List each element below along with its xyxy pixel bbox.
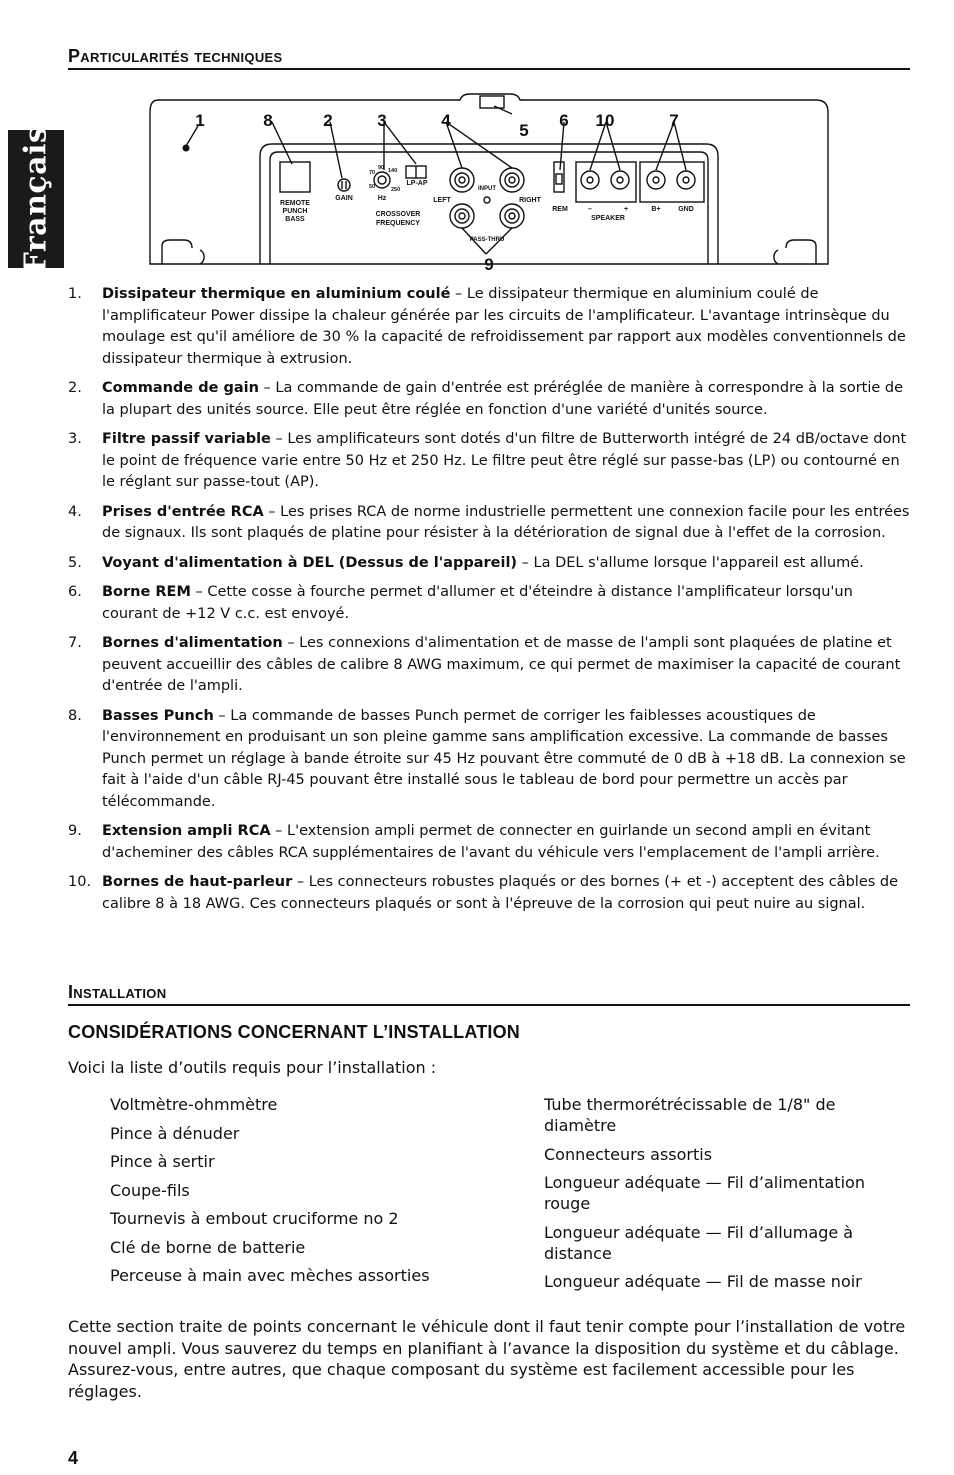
feature-term: Prises d'entrée RCA [102, 503, 264, 520]
label-gain: GAIN [335, 195, 353, 202]
label-freq-250: 250 [391, 187, 401, 193]
tool-item: Longueur adéquate — Fil de masse noir [544, 1272, 862, 1291]
callout-6: 6 [559, 111, 569, 130]
label-freq-70: 70 [369, 170, 376, 176]
feature-item [68, 821, 910, 864]
callout-4: 4 [441, 111, 451, 130]
feature-item [68, 706, 910, 814]
callout-5: 5 [519, 121, 529, 140]
language-tab-label: Français [18, 125, 54, 273]
callout-8: 8 [263, 111, 273, 130]
feature-text: – Le dissipateur thermique en aluminium coulé de l'amplificateur Power dissipe la chaleur générée par les circuits de l'amplificateur. L'avantage intrinsèque du moulage est qu'il améliore de 30 % la capacité de refroidissement par rapport aux modèles conventionnels de dissipateur thermique à extrusion. [102, 286, 906, 367]
label-right: RIGHT [519, 197, 541, 204]
page-number: 4 [68, 1448, 79, 1468]
feature-number: 8. [68, 707, 82, 724]
label-punch: PUNCH [282, 208, 308, 215]
tool-item: Perceuse à main avec mèches assorties [110, 1266, 430, 1285]
feature-item [68, 553, 910, 575]
label-gnd: GND [678, 206, 694, 213]
feature-item [68, 429, 910, 494]
tool-item: Longueur adéquate — Fil d’allumage à distance [544, 1222, 854, 1263]
language-tab [8, 125, 64, 273]
installation-subheading: CONSIDÉRATIONS CONCERNANT L’INSTALLATION [68, 1022, 520, 1042]
section-title-features: Particularités techniques [68, 46, 910, 70]
label-rem: REM [552, 206, 568, 213]
feature-term: Bornes de haut-parleur [102, 874, 293, 890]
feature-text: – Les connecteurs robustes plaqués or des bornes (+ et -) acceptent des câbles de calibre 8 à 18 AWG. Ces connecteurs plaqués or sont à l'épreuve de la corrosion qui peut nuire au signal. [102, 874, 899, 912]
feature-text: – La DEL s'allume lorsque l'appareil est allumé. [517, 554, 864, 571]
feature-number: 4. [68, 503, 82, 520]
feature-item [68, 284, 910, 370]
feature-number: 3. [68, 431, 82, 447]
feature-item [68, 378, 910, 421]
tool-item: Pince à sertir [110, 1152, 215, 1171]
label-freq-140: 140 [388, 168, 398, 174]
feature-text: – Les prises RCA de norme industrielle permettent une connexion facile pour les entrées de signaux. Ils sont plaqués de platine pour résister à la détérioration de signal due à l'effet de la corrosion. [102, 503, 910, 541]
feature-term: Filtre passif variable [102, 431, 271, 447]
feature-number: 1. [68, 286, 82, 302]
closing-paragraph: Cette section traite de points concernant le véhicule dont il faut tenir compte pour l’installation de votre nouvel ampli. Vous sauverez du temps en planifiant à l’avance la disposition du système et du câblage. Assurez-vous, entre autres, que chaque composant du système est facilement accessible pour les réglages. [68, 1317, 906, 1401]
label-crossover: CROSSOVER [375, 211, 421, 218]
label-freq-90: 90 [378, 165, 385, 171]
feature-term: Extension ampli RCA [102, 823, 271, 839]
feature-text: – La commande de gain d'entrée est préréglée de manière à correspondre à la sortie de la plupart des unités source. Elle peut être réglée en fonction d'une variété d'unités source. [102, 380, 904, 418]
feature-number: 6. [68, 584, 82, 600]
feature-number: 9. [68, 823, 82, 839]
feature-number: 10. [68, 874, 92, 890]
tool-item: Clé de borne de batterie [110, 1237, 306, 1257]
callout-10: 10 [595, 111, 615, 130]
label-bplus: B+ [651, 206, 661, 213]
tools-list-left [110, 1094, 530, 1294]
feature-number: 2. [68, 380, 82, 396]
tool-item: Tournevis à embout cruciforme no 2 [110, 1209, 399, 1228]
label-input: INPUT [478, 186, 496, 192]
feature-text: – L'extension ampli permet de connecter en guirlande un second ampli en évitant d'acheminer des câbles RCA supplémentaires de l'avant du véhicule vers l'emplacement de l'ampli arrière. [102, 823, 880, 861]
feature-term: Borne REM [102, 584, 191, 600]
tool-item: Connecteurs assortis [544, 1144, 713, 1164]
tools-list-right [544, 1094, 896, 1300]
feature-term: Bornes d'alimentation [102, 635, 283, 651]
feature-text: – La commande de basses Punch permet de corriger les faiblesses acoustiques de l'environnement en produisant un son pleine gamme sans amplification excessive. La commande de basses Punch permet un réglage à bande étroite sur 45 Hz pouvant être commuté de 0 dB à +18 dB. La connexion se fait à l'aide d'un câble RJ-45 pouvant être installé sous le tableau de bord pour permettre un accès par télécommande. [102, 707, 906, 810]
label-remote: REMOTE [280, 200, 310, 207]
tool-item: Tube thermorétrécissable de 1/8" de diamètre [544, 1095, 836, 1135]
label-pass-thru: PASS-THRU [469, 237, 505, 243]
feature-list [68, 284, 910, 923]
feature-term: Commande de gain [102, 380, 259, 396]
label-hz: Hz [377, 195, 387, 202]
feature-number: 5. [68, 554, 82, 571]
tool-item: Voltmètre-ohmmètre [110, 1095, 278, 1114]
feature-text: – Cette cosse à fourche permet d'allumer et d'éteindre à distance l'amplificateur lorsqu'un courant de +12 V c.c. est envoyé. [102, 584, 853, 622]
feature-item [68, 633, 910, 698]
feature-term: Dissipateur thermique en aluminium coulé [102, 286, 451, 302]
feature-item [68, 582, 910, 625]
callout-7: 7 [669, 111, 679, 130]
tool-item: Pince à dénuder [110, 1123, 240, 1143]
label-plus: + [623, 206, 629, 213]
label-speaker: SPEAKER [591, 215, 625, 222]
feature-text: – Les connexions d'alimentation et de masse de l'ampli sont plaquées de platine et peuvent accueillir des câbles de calibre 8 AWG maximum, ce qui permet de maximiser la capacité de courant d'entrée de l'ampli. [102, 635, 901, 694]
amplifier-panel-diagram [140, 92, 840, 272]
label-freq-50: 50 [369, 184, 376, 190]
label-lp-ap: LP-AP [406, 180, 428, 187]
feature-term: Voyant d'alimentation à DEL (Dessus de l'appareil) [102, 554, 518, 571]
tool-item: Coupe-fils [110, 1180, 190, 1200]
feature-term: Basses Punch [102, 707, 214, 724]
callout-1: 1 [195, 111, 205, 130]
callout-9: 9 [484, 255, 494, 272]
section-title-installation: Installation [68, 982, 910, 1006]
callout-3: 3 [377, 111, 387, 130]
feature-number: 7. [68, 635, 82, 651]
feature-item [68, 502, 910, 545]
tools-intro: Voici la liste d’outils requis pour l’installation : [68, 1058, 437, 1077]
callout-2: 2 [323, 111, 333, 130]
feature-text: – Les amplificateurs sont dotés d'un filtre de Butterworth intégré de 24 dB/octave dont le point de fréquence varie entre 50 Hz et 250 Hz. Le filtre peut être réglé sur passe-bas (LP) ou contourné en le réglant sur passe-tout (AP). [102, 431, 907, 490]
label-minus: – [588, 206, 592, 213]
label-frequency: FREQUENCY [376, 220, 420, 227]
feature-item [68, 872, 910, 915]
tool-item: Longueur adéquate — Fil d’alimentation rouge [544, 1173, 865, 1213]
label-bass: BASS [285, 216, 305, 223]
label-left: LEFT [433, 197, 451, 204]
